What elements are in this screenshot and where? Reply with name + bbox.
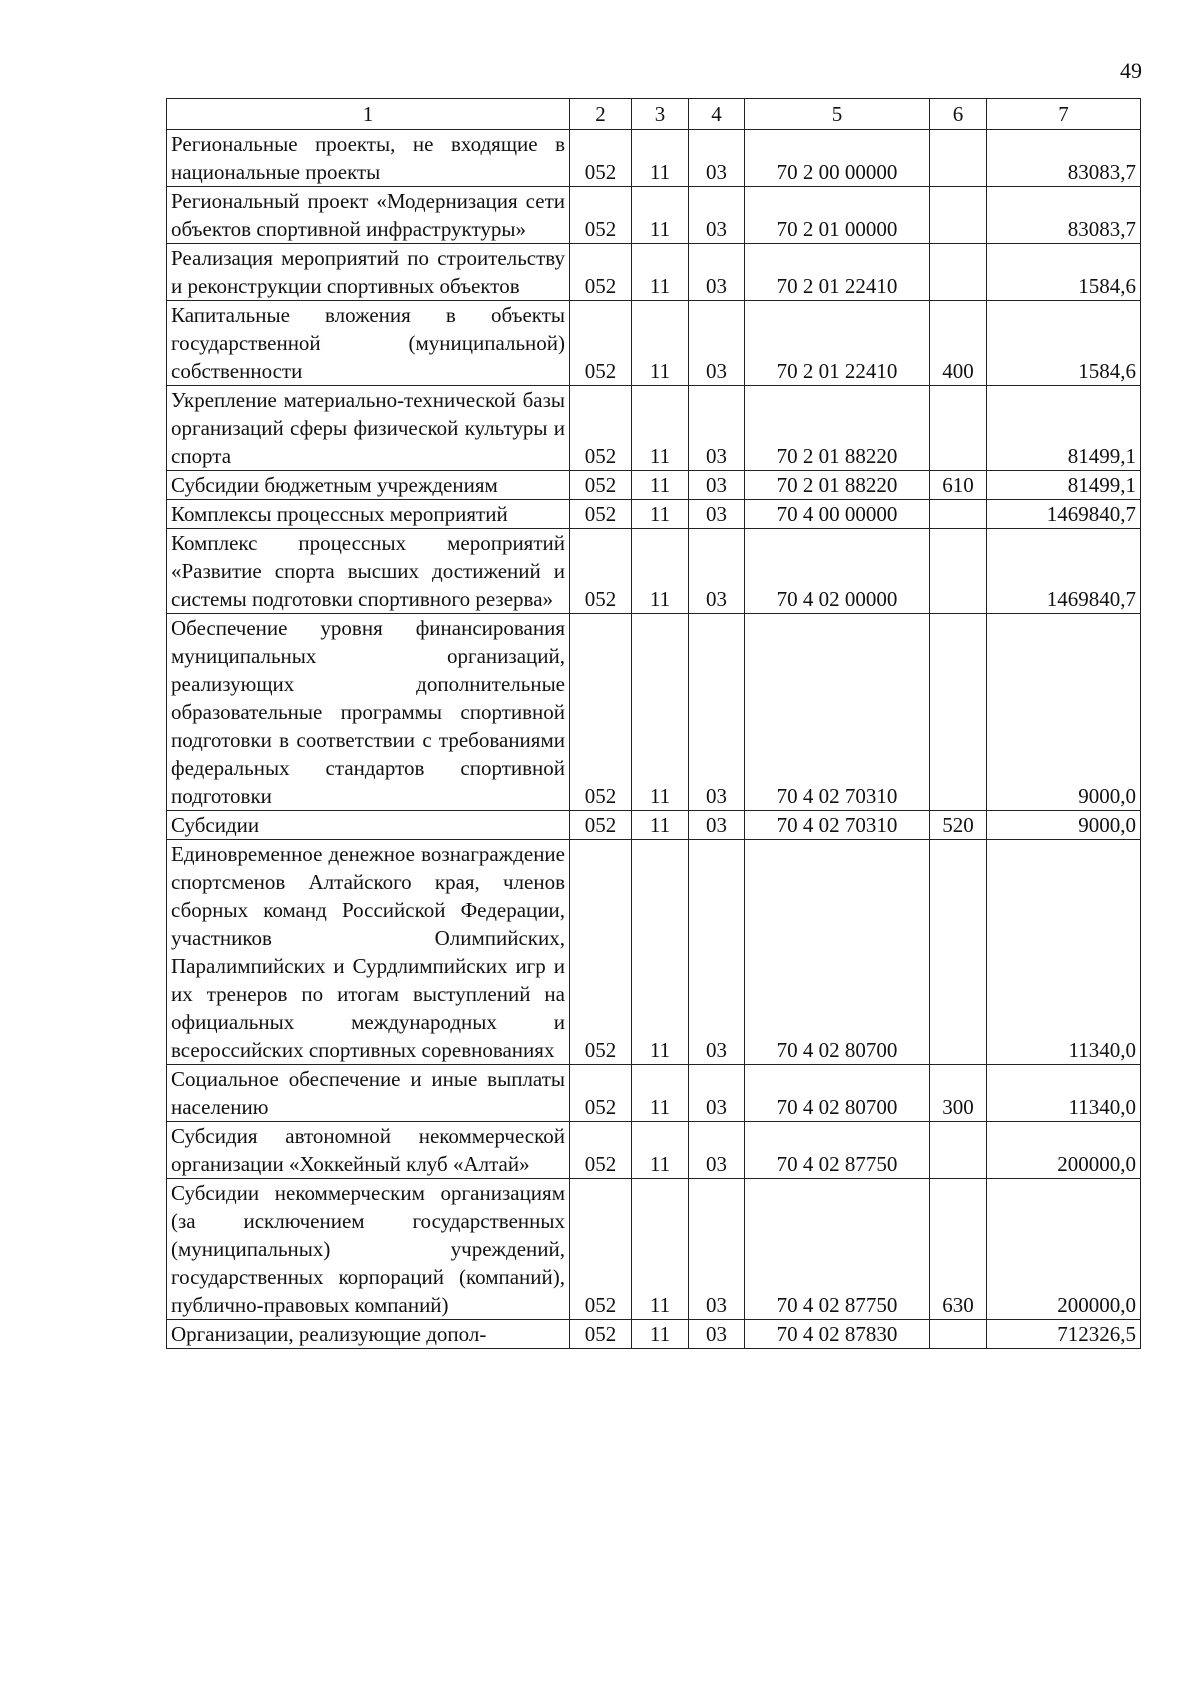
table-row	[167, 471, 1141, 500]
row-gr-cell: 052	[570, 500, 632, 529]
row-target-cell: 70 2 01 88220	[745, 471, 930, 500]
row-name-cell: Субсидии некоммерческим организациям (за исключением государственных (муниципальных) учреждений, государственных корпораций (компаний), публично-правовых компаний)	[167, 1179, 570, 1320]
row-amount-cell: 9000,0	[987, 811, 1141, 840]
row-gr-cell: 052	[570, 811, 632, 840]
row-subsection-cell: 03	[689, 301, 745, 386]
row-subsection-cell: 03	[689, 1122, 745, 1179]
column-header: 6	[930, 99, 987, 130]
row-section-cell: 11	[632, 187, 689, 244]
row-target-cell: 70 4 02 87750	[745, 1179, 930, 1320]
row-amount-cell: 1584,6	[987, 301, 1141, 386]
row-gr-cell: 052	[570, 1122, 632, 1179]
row-section-cell: 11	[632, 840, 689, 1065]
row-name-cell: Социальное обеспечение и иные выплаты населению	[167, 1065, 570, 1122]
row-type-cell: 610	[930, 471, 987, 500]
table-row	[167, 529, 1141, 614]
row-section-cell: 11	[632, 471, 689, 500]
row-type-cell: 520	[930, 811, 987, 840]
table-row	[167, 1065, 1141, 1122]
row-type-cell: 400	[930, 301, 987, 386]
row-target-cell: 70 2 00 00000	[745, 130, 930, 187]
row-target-cell: 70 2 01 88220	[745, 386, 930, 471]
row-name-cell: Субсидии	[167, 811, 570, 840]
row-gr-cell: 052	[570, 614, 632, 811]
row-amount-cell: 9000,0	[987, 614, 1141, 811]
table-row	[167, 614, 1141, 811]
row-type-cell	[930, 840, 987, 1065]
table-row	[167, 840, 1141, 1065]
table-row	[167, 130, 1141, 187]
row-name-cell: Капитальные вложения в объекты государственной (муниципальной) собственности	[167, 301, 570, 386]
row-amount-cell: 712326,5	[987, 1320, 1141, 1349]
row-target-cell: 70 4 00 00000	[745, 500, 930, 529]
row-section-cell: 11	[632, 244, 689, 301]
row-gr-cell: 052	[570, 471, 632, 500]
row-subsection-cell: 03	[689, 529, 745, 614]
row-target-cell: 70 4 02 80700	[745, 1065, 930, 1122]
table-row	[167, 1122, 1141, 1179]
row-target-cell: 70 2 01 22410	[745, 301, 930, 386]
table-row	[167, 1320, 1141, 1349]
row-amount-cell: 83083,7	[987, 130, 1141, 187]
row-amount-cell: 81499,1	[987, 386, 1141, 471]
row-subsection-cell: 03	[689, 614, 745, 811]
row-type-cell	[930, 500, 987, 529]
row-target-cell: 70 4 02 70310	[745, 811, 930, 840]
row-subsection-cell: 03	[689, 500, 745, 529]
row-type-cell	[930, 386, 987, 471]
row-section-cell: 11	[632, 1122, 689, 1179]
row-name-cell: Региональный проект «Модернизация сети объектов спортивной инфраструктуры»	[167, 187, 570, 244]
row-gr-cell: 052	[570, 244, 632, 301]
row-gr-cell: 052	[570, 1320, 632, 1349]
row-section-cell: 11	[632, 1179, 689, 1320]
row-amount-cell: 83083,7	[987, 187, 1141, 244]
column-header: 5	[745, 99, 930, 130]
row-subsection-cell: 03	[689, 811, 745, 840]
row-section-cell: 11	[632, 529, 689, 614]
row-gr-cell: 052	[570, 1065, 632, 1122]
row-gr-cell: 052	[570, 386, 632, 471]
row-subsection-cell: 03	[689, 471, 745, 500]
row-subsection-cell: 03	[689, 1065, 745, 1122]
row-target-cell: 70 2 01 00000	[745, 187, 930, 244]
row-type-cell	[930, 187, 987, 244]
row-amount-cell: 1469840,7	[987, 529, 1141, 614]
row-target-cell: 70 4 02 70310	[745, 614, 930, 811]
column-header: 3	[632, 99, 689, 130]
row-gr-cell: 052	[570, 840, 632, 1065]
row-subsection-cell: 03	[689, 130, 745, 187]
row-name-cell: Комплексы процессных мероприятий	[167, 500, 570, 529]
table-row	[167, 187, 1141, 244]
row-name-cell: Субсидии бюджетным учреждениям	[167, 471, 570, 500]
table-row	[167, 386, 1141, 471]
row-section-cell: 11	[632, 500, 689, 529]
row-section-cell: 11	[632, 811, 689, 840]
row-target-cell: 70 4 02 00000	[745, 529, 930, 614]
row-name-cell: Укрепление материально-технической базы организаций сферы физической культуры и спорта	[167, 386, 570, 471]
row-type-cell	[930, 244, 987, 301]
budget-table	[166, 98, 1141, 1349]
header-row	[167, 99, 1141, 130]
row-target-cell: 70 4 02 80700	[745, 840, 930, 1065]
row-target-cell: 70 4 02 87750	[745, 1122, 930, 1179]
row-type-cell	[930, 130, 987, 187]
row-section-cell: 11	[632, 301, 689, 386]
row-type-cell	[930, 1122, 987, 1179]
table-row	[167, 811, 1141, 840]
column-header: 7	[987, 99, 1141, 130]
row-subsection-cell: 03	[689, 840, 745, 1065]
table-row	[167, 301, 1141, 386]
row-amount-cell: 1469840,7	[987, 500, 1141, 529]
row-type-cell	[930, 614, 987, 811]
row-subsection-cell: 03	[689, 1179, 745, 1320]
row-amount-cell: 200000,0	[987, 1122, 1141, 1179]
row-type-cell: 300	[930, 1065, 987, 1122]
row-name-cell: Комплекс процессных мероприятий «Развитие спорта высших достижений и системы подготовки спортивного резерва»	[167, 529, 570, 614]
row-section-cell: 11	[632, 1320, 689, 1349]
row-name-cell: Субсидия автономной некоммерческой организации «Хоккейный клуб «Алтай»	[167, 1122, 570, 1179]
row-gr-cell: 052	[570, 130, 632, 187]
row-subsection-cell: 03	[689, 1320, 745, 1349]
table-row	[167, 1179, 1141, 1320]
table-row	[167, 244, 1141, 301]
row-gr-cell: 052	[570, 301, 632, 386]
row-type-cell	[930, 529, 987, 614]
row-section-cell: 11	[632, 1065, 689, 1122]
row-amount-cell: 11340,0	[987, 840, 1141, 1065]
row-amount-cell: 200000,0	[987, 1179, 1141, 1320]
row-target-cell: 70 2 01 22410	[745, 244, 930, 301]
row-amount-cell: 11340,0	[987, 1065, 1141, 1122]
row-gr-cell: 052	[570, 187, 632, 244]
column-header: 4	[689, 99, 745, 130]
row-subsection-cell: 03	[689, 386, 745, 471]
row-gr-cell: 052	[570, 529, 632, 614]
row-section-cell: 11	[632, 614, 689, 811]
row-name-cell: Обеспечение уровня финансирования муниципальных организаций, реализующих дополнительные образовательные программы спортивной подготовки в соответствии с требованиями федеральных стандартов спортивной подготовки	[167, 614, 570, 811]
row-name-cell: Единовременное денежное вознаграждение спортсменов Алтайского края, членов сборных команд Российской Федерации, участников Олимпийских, Паралимпийских и Сурдлимпийских игр и их тренеров по итогам выступлений на официальных международных и всероссийских спортивных соревнованиях	[167, 840, 570, 1065]
row-type-cell: 630	[930, 1179, 987, 1320]
column-header: 2	[570, 99, 632, 130]
page-number: 49	[1120, 58, 1142, 83]
row-gr-cell: 052	[570, 1179, 632, 1320]
row-amount-cell: 81499,1	[987, 471, 1141, 500]
row-name-cell: Реализация мероприятий по строительству и реконструкции спортивных объектов	[167, 244, 570, 301]
row-name-cell: Региональные проекты, не входящие в национальные проекты	[167, 130, 570, 187]
column-header: 1	[167, 99, 570, 130]
row-type-cell	[930, 1320, 987, 1349]
table-row	[167, 500, 1141, 529]
row-subsection-cell: 03	[689, 244, 745, 301]
row-target-cell: 70 4 02 87830	[745, 1320, 930, 1349]
row-subsection-cell: 03	[689, 187, 745, 244]
row-amount-cell: 1584,6	[987, 244, 1141, 301]
row-section-cell: 11	[632, 386, 689, 471]
row-section-cell: 11	[632, 130, 689, 187]
row-name-cell: Организации, реализующие допол-	[167, 1320, 570, 1349]
